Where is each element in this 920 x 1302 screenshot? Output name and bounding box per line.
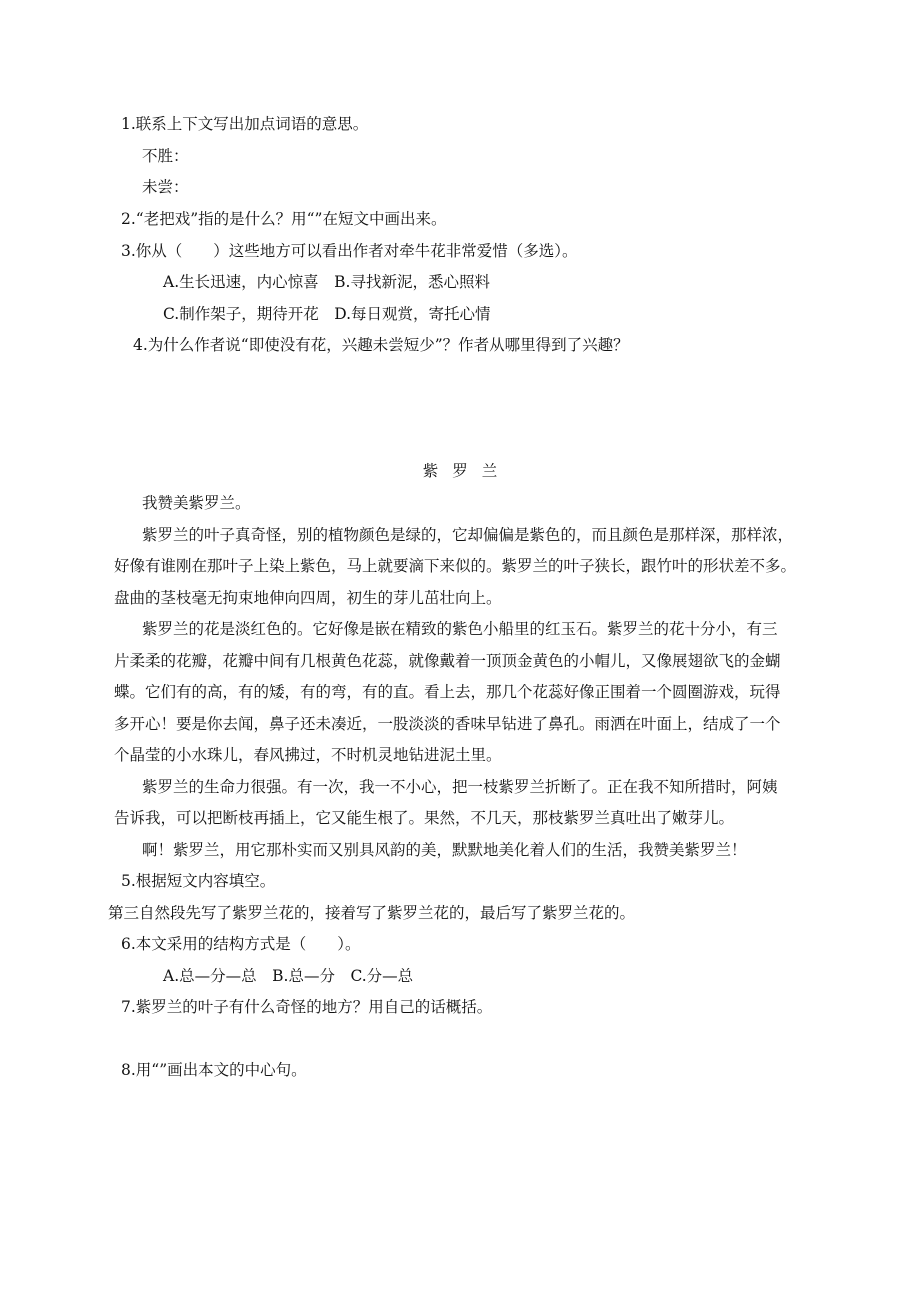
question-7: 7.紫罗兰的叶子有什么奇怪的地方？用自己的话概括。: [121, 998, 493, 1016]
passage-line: 告诉我，可以把断枝再插上，它又能生根了。果然，不几天，那枝紫罗兰真吐出了嫩芽儿。: [114, 809, 735, 827]
passage-line: 蝶。它们有的高，有的矮，有的弯，有的直。看上去，那几个花蕊好像正围着一个圆圈游戏，玩得: [114, 683, 781, 701]
question-6-options: A.总—分—总 B.总—分 C.分—总: [163, 967, 414, 985]
passage-line: 好像有谁刚在那叶子上染上紫色，马上就要滴下来似的。紫罗兰的叶子狭长，跟竹叶的形状差不多。: [114, 557, 797, 575]
passage-line: 紫罗兰的叶子真奇怪，别的植物颜色是绿的，它却偏偏是紫色的，而且颜色是那样深，那样浓，: [142, 526, 794, 544]
question-3: 3.你从（ ）这些地方可以看出作者对牵牛花非常爱惜（多选）。: [121, 242, 578, 260]
question-1-item-b: 未尝：: [142, 178, 189, 196]
passage-line: 片柔柔的花瓣，花瓣中间有几根黄色花蕊，就像戴着一顶顶金黄色的小帽儿，又像展翅欲飞的金蝴: [114, 652, 781, 670]
passage-line: 紫罗兰的生命力很强。有一次，我一不小心，把一枝紫罗兰折断了。正在我不知所措时，阿姨: [142, 778, 778, 796]
question-2: 2.“老把戏”指的是什么？用“”在短文中画出来。: [121, 210, 447, 228]
passage-line: 啊！紫罗兰，用它那朴实而又别具风韵的美，默默地美化着人们的生活，我赞美紫罗兰！: [142, 841, 747, 859]
passage-line: 多开心！要是你去闻，鼻子还未凑近，一股淡淡的香味早钻进了鼻孔。雨洒在叶面上，结成了一个: [114, 715, 781, 733]
question-3-options-row-1: A.生长迅速，内心惊喜 B.寻找新泥，悉心照料: [163, 273, 490, 291]
passage-line: 紫罗兰的花是淡红色的。它好像是嵌在精致的紫色小船里的红玉石。紫罗兰的花十分小，有三: [142, 620, 778, 638]
passage-line: 我赞美紫罗兰。: [142, 494, 251, 512]
passage-line: 盘曲的茎枝毫无拘束地伸向四周，初生的芽儿茁壮向上。: [114, 589, 502, 607]
passage-title: 紫罗兰: [422, 462, 512, 480]
question-1: 1.联系上下文写出加点词语的意思。: [121, 115, 369, 133]
question-3-options-row-2: C.制作架子，期待开花 D.每日观赏，寄托心情: [163, 305, 491, 323]
question-5: 5.根据短文内容填空。: [121, 872, 276, 890]
question-8: 8.用“”画出本文的中心句。: [121, 1061, 307, 1079]
question-6: 6.本文采用的结构方式是（ ）。: [121, 935, 361, 953]
passage-line: 个晶莹的小水珠儿，春风拂过，不时机灵地钻进泥土里。: [114, 746, 502, 764]
question-4: 4.为什么作者说“即使没有花，兴趣未尝短少”？作者从哪里得到了兴趣？: [133, 336, 629, 354]
question-5-fill-in: 第三自然段先写了紫罗兰花的，接着写了紫罗兰花的，最后写了紫罗兰花的。: [108, 904, 636, 922]
question-1-item-a: 不胜：: [142, 147, 189, 165]
